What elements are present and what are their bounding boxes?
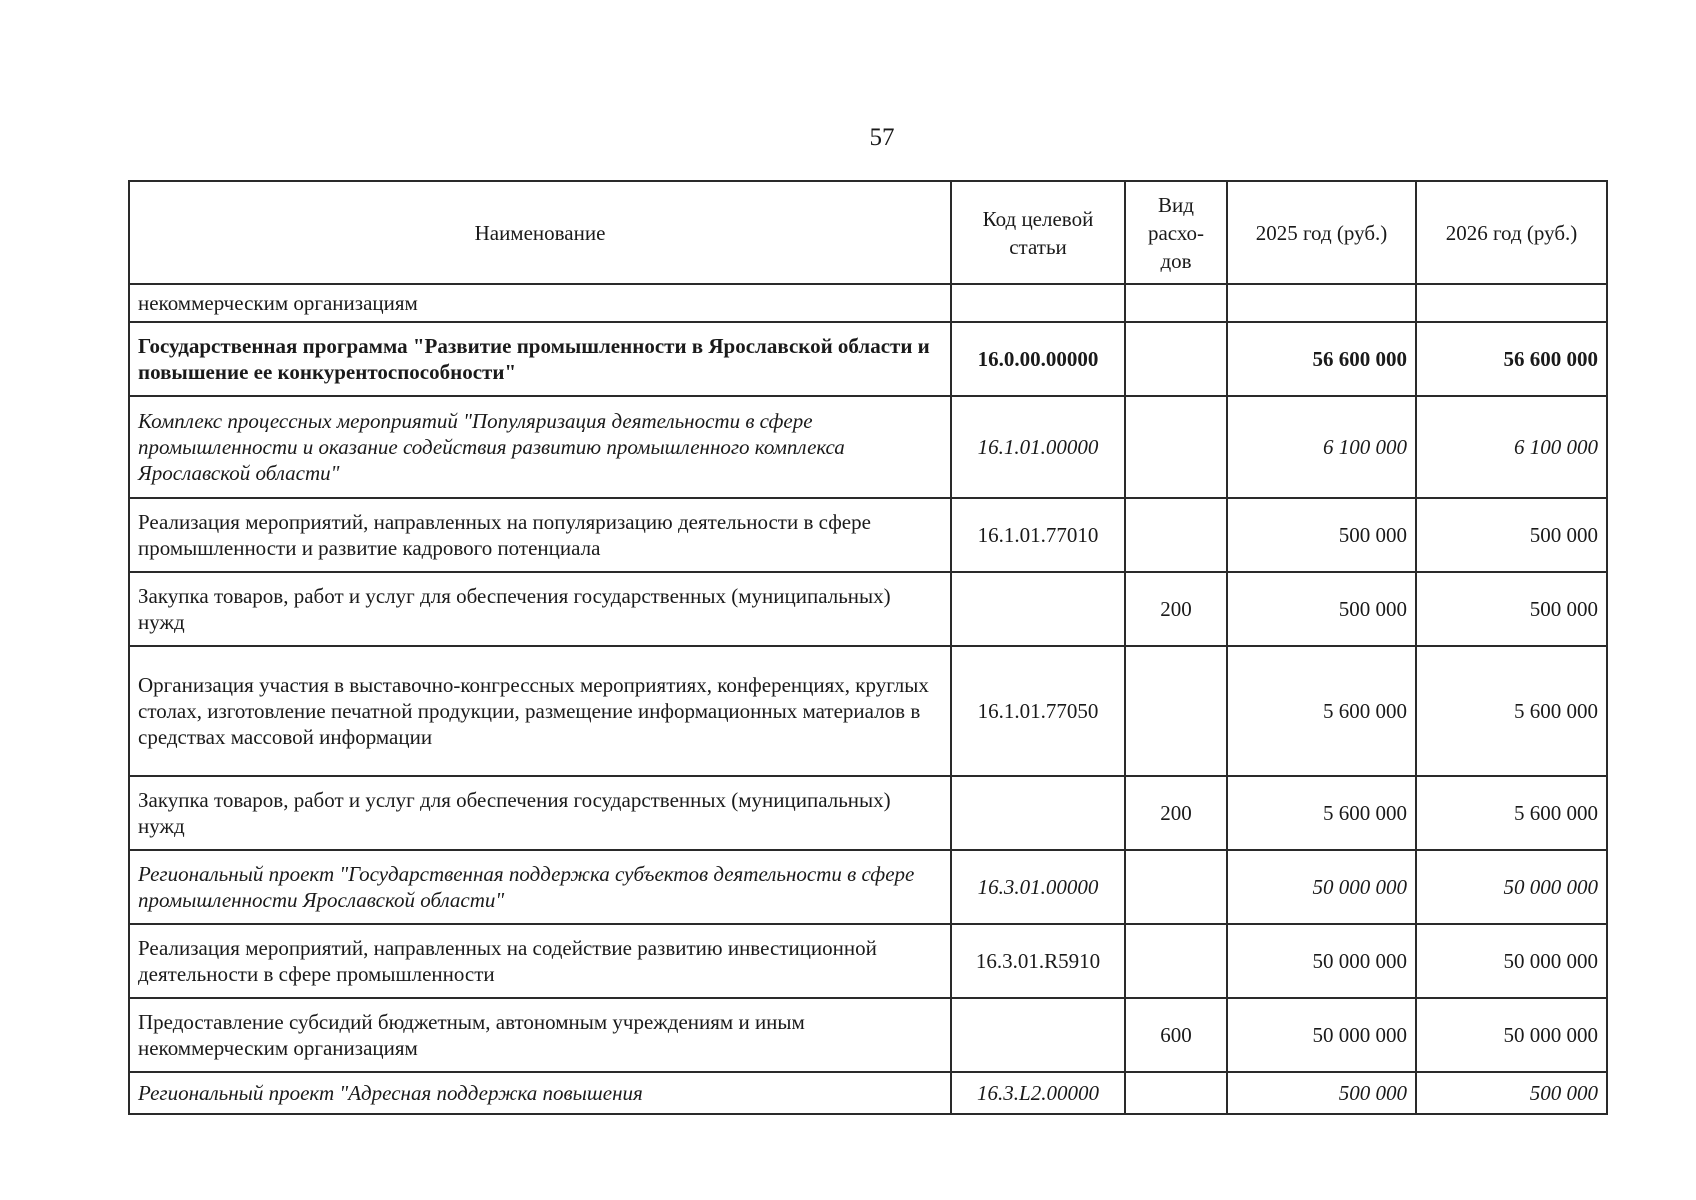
header-name: Наименование xyxy=(129,181,951,284)
cell-2026: 56 600 000 xyxy=(1416,322,1607,396)
cell-2025: 50 000 000 xyxy=(1227,924,1416,998)
cell-2026 xyxy=(1416,284,1607,322)
cell-name: Государственная программа "Развитие промышленности в Ярославской области и повышение ее конкурентоспособности" xyxy=(129,322,951,396)
cell-name: Закупка товаров, работ и услуг для обеспечения государственных (муниципальных) нужд xyxy=(129,776,951,850)
cell-name: некоммерческим организациям xyxy=(129,284,951,322)
cell-2025 xyxy=(1227,284,1416,322)
cell-2025: 500 000 xyxy=(1227,572,1416,646)
cell-code xyxy=(951,284,1125,322)
table-row xyxy=(129,776,1607,850)
cell-name: Региональный проект "Адресная поддержка повышения xyxy=(129,1072,951,1114)
cell-kind xyxy=(1125,1072,1227,1114)
cell-code: 16.1.01.77010 xyxy=(951,498,1125,572)
cell-2026: 50 000 000 xyxy=(1416,850,1607,924)
cell-code: 16.0.00.00000 xyxy=(951,322,1125,396)
cell-name: Закупка товаров, работ и услуг для обеспечения государственных (муниципальных) нужд xyxy=(129,572,951,646)
cell-2026: 5 600 000 xyxy=(1416,646,1607,776)
header-2025: 2025 год (руб.) xyxy=(1227,181,1416,284)
cell-2025: 50 000 000 xyxy=(1227,998,1416,1072)
cell-2025: 50 000 000 xyxy=(1227,850,1416,924)
cell-kind xyxy=(1125,284,1227,322)
table-row xyxy=(129,572,1607,646)
budget-table xyxy=(128,180,1608,1115)
cell-kind: 200 xyxy=(1125,572,1227,646)
table-row xyxy=(129,646,1607,776)
cell-2025: 5 600 000 xyxy=(1227,776,1416,850)
cell-code xyxy=(951,998,1125,1072)
cell-2025: 56 600 000 xyxy=(1227,322,1416,396)
cell-name: Предоставление субсидий бюджетным, автономным учреждениям и иным некоммерческим организациям xyxy=(129,998,951,1072)
cell-2026: 5 600 000 xyxy=(1416,776,1607,850)
cell-code: 16.3.01.00000 xyxy=(951,850,1125,924)
table-row xyxy=(129,284,1607,322)
cell-code xyxy=(951,572,1125,646)
header-2026: 2026 год (руб.) xyxy=(1416,181,1607,284)
table-header-row xyxy=(129,181,1607,284)
cell-2025: 6 100 000 xyxy=(1227,396,1416,498)
cell-2026: 50 000 000 xyxy=(1416,924,1607,998)
cell-2025: 5 600 000 xyxy=(1227,646,1416,776)
table-row xyxy=(129,924,1607,998)
cell-code: 16.3.L2.00000 xyxy=(951,1072,1125,1114)
cell-kind xyxy=(1125,850,1227,924)
table-row xyxy=(129,396,1607,498)
table-row xyxy=(129,322,1607,396)
cell-kind xyxy=(1125,498,1227,572)
cell-kind: 200 xyxy=(1125,776,1227,850)
cell-kind: 600 xyxy=(1125,998,1227,1072)
header-code: Код целевой статьи xyxy=(951,181,1125,284)
cell-2026: 6 100 000 xyxy=(1416,396,1607,498)
table-row xyxy=(129,998,1607,1072)
cell-kind xyxy=(1125,924,1227,998)
cell-code xyxy=(951,776,1125,850)
cell-2026: 500 000 xyxy=(1416,498,1607,572)
cell-code: 16.3.01.R5910 xyxy=(951,924,1125,998)
cell-2026: 500 000 xyxy=(1416,1072,1607,1114)
cell-name: Реализация мероприятий, направленных на популяризацию деятельности в сфере промышленности и развитие кадрового потенциала xyxy=(129,498,951,572)
cell-name: Комплекс процессных мероприятий "Популяризация деятельности в сфере промышленности и оказание содействия развитию промышленного комплекса Ярославской области" xyxy=(129,396,951,498)
table-row xyxy=(129,850,1607,924)
cell-kind xyxy=(1125,396,1227,498)
cell-name: Организация участия в выставочно-конгрессных мероприятиях, конференциях, круглых столах, изготовление печатной продукции, размещение информационных материалов в средствах массовой информации xyxy=(129,646,951,776)
table-row xyxy=(129,1072,1607,1114)
cell-2025: 500 000 xyxy=(1227,498,1416,572)
header-kind: Вид расхо-дов xyxy=(1125,181,1227,284)
cell-2026: 50 000 000 xyxy=(1416,998,1607,1072)
table-row xyxy=(129,498,1607,572)
cell-2025: 500 000 xyxy=(1227,1072,1416,1114)
cell-kind xyxy=(1125,646,1227,776)
cell-code: 16.1.01.00000 xyxy=(951,396,1125,498)
cell-2026: 500 000 xyxy=(1416,572,1607,646)
cell-code: 16.1.01.77050 xyxy=(951,646,1125,776)
cell-name: Реализация мероприятий, направленных на содействие развитию инвестиционной деятельности в сфере промышленности xyxy=(129,924,951,998)
page-number: 57 xyxy=(869,124,895,151)
cell-name: Региональный проект "Государственная поддержка субъектов деятельности в сфере промышленности Ярославской области" xyxy=(129,850,951,924)
cell-kind xyxy=(1125,322,1227,396)
